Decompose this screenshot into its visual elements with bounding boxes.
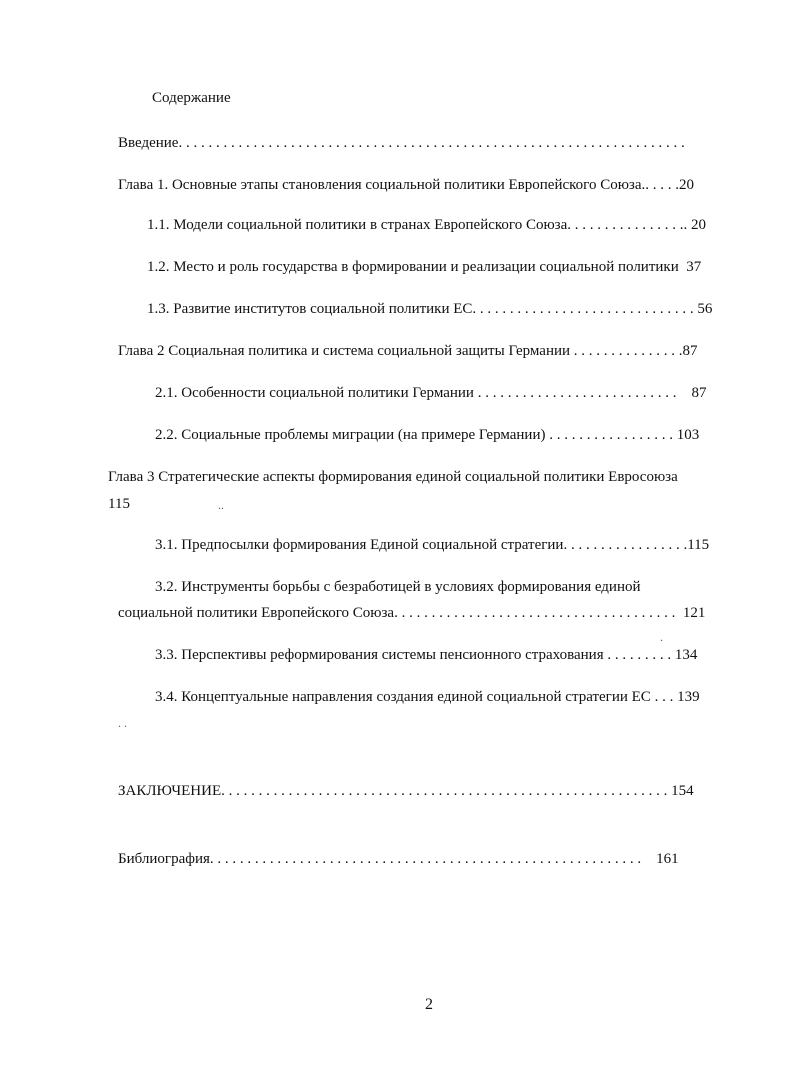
toc-entry-introduction (118, 134, 685, 152)
toc-entry-page: 121 (682, 605, 706, 621)
toc-entry-1-2 (147, 258, 701, 276)
toc-entry-text: Введение (118, 135, 179, 151)
toc-entry-page: 154 (671, 783, 694, 799)
toc-entry-3-4 (155, 688, 700, 706)
toc-entry-page: 115 (687, 537, 710, 553)
toc-leader-dots: . . . . . . . . . (603, 647, 672, 663)
toc-entry-3-2-continued (118, 604, 705, 622)
toc-entry-text: Глава 3 Стратегические аспекты формирования единой социальной политики Евросоюза (108, 469, 678, 485)
scan-artifact-dots: .. (218, 498, 224, 512)
toc-entry-text: социальной политики Европейского Союза. (118, 605, 398, 621)
toc-entry-text: Глава 2 Социальная политика и система социальной защиты Германии (118, 343, 571, 359)
toc-entry-text: 3.1. Предпосылки формирования Единой социальной стратегии. (155, 537, 568, 553)
toc-entry-3-2 (155, 578, 641, 596)
toc-entry-page: 20 (691, 217, 706, 233)
toc-entry-page: 87 (691, 385, 707, 401)
toc-entry-page: 115 (108, 496, 130, 512)
toc-entry-1-3 (147, 300, 712, 318)
toc-entry-page: 134 (674, 647, 698, 663)
toc-entry-page: 20 (678, 177, 694, 193)
toc-leader-dots: . . . . . . . . . . . . . . . . . . . . . . . . . . . . . . . . . . . . . . . . . . . . . . . . . . . . . . . . . (213, 851, 642, 867)
toc-entry-page: 56 (697, 301, 713, 317)
toc-leader-dots: . . . . (648, 177, 679, 193)
toc-leader-dots: . . . . . . . . . . . . . . . . . . . . . . . . . . . (473, 385, 677, 401)
toc-leader-dots: . . . . . . . . . . . . . . . . . . . . . . . . . . . . . . . . . . . . . . . . . . . . . . . . . . . . . . . . . . . . . . . . . . . . (178, 135, 685, 151)
toc-leader-dots: . . . . . . . . . . . . . . . . . . . . . . . . . . . . . . . . . . . . . . . . . . . . . . . . . . . . . . . . . . . (224, 783, 668, 799)
toc-entry-text: Библиография. (118, 851, 214, 867)
toc-entry-page: 37 (686, 259, 702, 275)
toc-entry-text: 1.3. Развитие институтов социальной политики ЕС. (147, 301, 477, 317)
toc-entry-3-3 (155, 646, 697, 664)
toc-leader-dots: . . . . . . . . . . . . . . . . (567, 537, 688, 553)
toc-entry-text: ЗАКЛЮЧЕНИЕ. (118, 783, 225, 799)
toc-entry-1-1 (147, 216, 706, 234)
toc-entry-chapter-2 (118, 342, 698, 360)
toc-leader-dots: . . . . . . . . . . . . . . . . . (545, 427, 673, 443)
toc-leader-dots: . . . (650, 689, 674, 705)
toc-entry-chapter-3-page-line (108, 495, 130, 513)
scan-artifact-dot: . (660, 630, 663, 644)
toc-entry-text: 1.1. Модели социальной политики в странах Европейского Союза. (147, 217, 571, 233)
toc-entry-2-2 (155, 426, 699, 444)
toc-entry-bibliography (118, 850, 679, 868)
toc-leader-dots: . . . . . . . . . . . . . . . . . . . . . . . . . . . . . (476, 301, 694, 317)
toc-entry-text: 2.1. Особенности социальной политики Германии (155, 385, 474, 401)
toc-leader-dots: . . . . . . . . . . . . . . . (570, 343, 683, 359)
toc-entry-text: 1.2. Место и роль государства в формировании и реализации социальной политики (147, 259, 679, 275)
toc-entry-chapter-1 (118, 176, 694, 194)
scan-artifact-dots-2: . . (118, 716, 127, 730)
toc-leader-dots: . . . . . . . . . . . . . . . . . . . . . . . . . . . . . . . . . . . . . (397, 605, 676, 621)
toc-entry-page: 103 (676, 427, 700, 443)
toc-leader-dots: . . . . . . . . . . . . . . .. (571, 217, 688, 233)
toc-entry-page: 87 (682, 343, 698, 359)
toc-entry-text: 3.3. Перспективы реформирования системы пенсионного страхования (155, 647, 604, 663)
toc-entry-text: 3.2. Инструменты борьбы с безработицей в условиях формирования единой (155, 579, 641, 595)
toc-entry-3-1 (155, 536, 709, 554)
toc-title: Содержание (152, 90, 231, 106)
toc-entry-text: 3.4. Концептуальные направления создания единой социальной стратегии ЕС (155, 689, 651, 705)
toc-entry-2-1 (155, 384, 706, 402)
toc-entry-chapter-3 (108, 468, 678, 486)
toc-entry-text: Глава 1. Основные этапы становления социальной политики Европейского Союза.. (118, 177, 649, 193)
toc-entry-text: 2.2. Социальные проблемы миграции (на примере Германии) (155, 427, 546, 443)
toc-entry-page: 139 (677, 689, 700, 705)
toc-entry-page: 161 (656, 851, 679, 867)
toc-entry-conclusion (118, 782, 694, 800)
page-number: 2 (425, 996, 433, 1013)
